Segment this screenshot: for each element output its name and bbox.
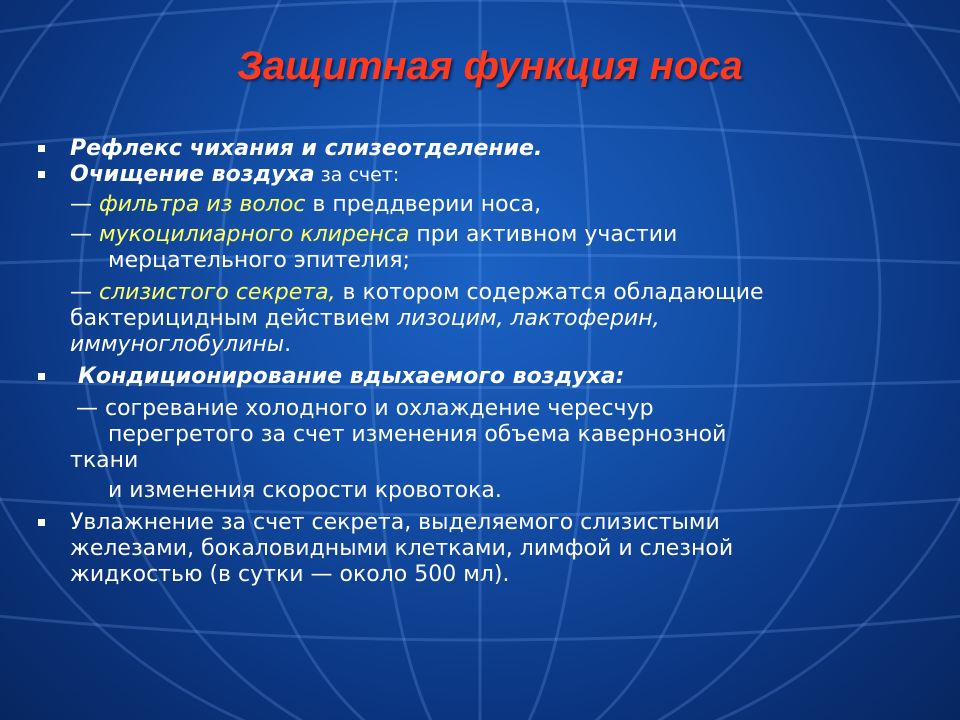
sub-item-continuation bbox=[38, 332, 928, 358]
bullet-continuation: жидкостью (в сутки — около 500 мл). bbox=[70, 562, 510, 587]
sub-item-hair-filter bbox=[38, 192, 928, 218]
square-bullet-icon bbox=[38, 145, 45, 152]
square-bullet-icon bbox=[38, 519, 45, 526]
sub-item-warming: — согревание холодного и охлаждение чересчур bbox=[76, 396, 654, 421]
dash: — bbox=[70, 192, 99, 217]
bullet-heading: Очищение воздуха bbox=[70, 162, 315, 187]
highlight-text: фильтра из волос bbox=[99, 192, 306, 217]
slide-content bbox=[38, 136, 928, 588]
italic-text: иммуноглобулины bbox=[70, 332, 285, 357]
bullet-continuation: железами, бокаловидными клетками, лимфой и слезной bbox=[70, 536, 734, 561]
slide-title: Защитная функция носа bbox=[237, 44, 743, 88]
sub-item-text: бактерицидным действием bbox=[70, 306, 398, 331]
bullet-text: за счет: bbox=[314, 164, 400, 186]
square-bullet-icon bbox=[38, 373, 45, 380]
dash: — bbox=[70, 222, 99, 247]
sub-item-continuation: и изменения скорости кровотока. bbox=[108, 478, 502, 503]
sub-item-mucociliary bbox=[38, 222, 928, 248]
sub-item-text: . bbox=[284, 332, 292, 357]
sub-item-continuation: ткани bbox=[70, 448, 139, 473]
sub-item-continuation: перегретого за счет изменения объема кавернозной bbox=[108, 422, 727, 447]
bullet-text: Рефлекс чихания и слизеотделение. bbox=[70, 136, 543, 161]
bullet-text: Увлажнение за счет секрета, выделяемого слизистыми bbox=[70, 510, 720, 535]
sub-item-text: при активном участии bbox=[409, 222, 678, 247]
dash: — bbox=[70, 280, 99, 305]
bullet-item-conditioning bbox=[38, 364, 928, 390]
sub-item-text: в преддверии носа, bbox=[305, 192, 542, 217]
bullet-item-reflex bbox=[38, 136, 928, 162]
sub-item-mucus-secret bbox=[38, 280, 928, 306]
sub-item-text: в котором содержатся обладающие bbox=[335, 280, 764, 305]
sub-item-continuation bbox=[38, 306, 928, 332]
highlight-text: мукоцилиарного клиренса bbox=[99, 222, 410, 247]
square-bullet-icon bbox=[38, 171, 45, 178]
bullet-item-humidification bbox=[38, 510, 928, 536]
bullet-heading: Кондиционирование вдыхаемого воздуха: bbox=[78, 364, 625, 389]
sub-item-continuation: мерцательного эпителия; bbox=[108, 248, 410, 273]
bullet-item-air-cleaning bbox=[38, 162, 928, 188]
italic-text: лизоцим, лактоферин, bbox=[397, 306, 660, 331]
highlight-text: слизистого секрета, bbox=[99, 280, 336, 305]
